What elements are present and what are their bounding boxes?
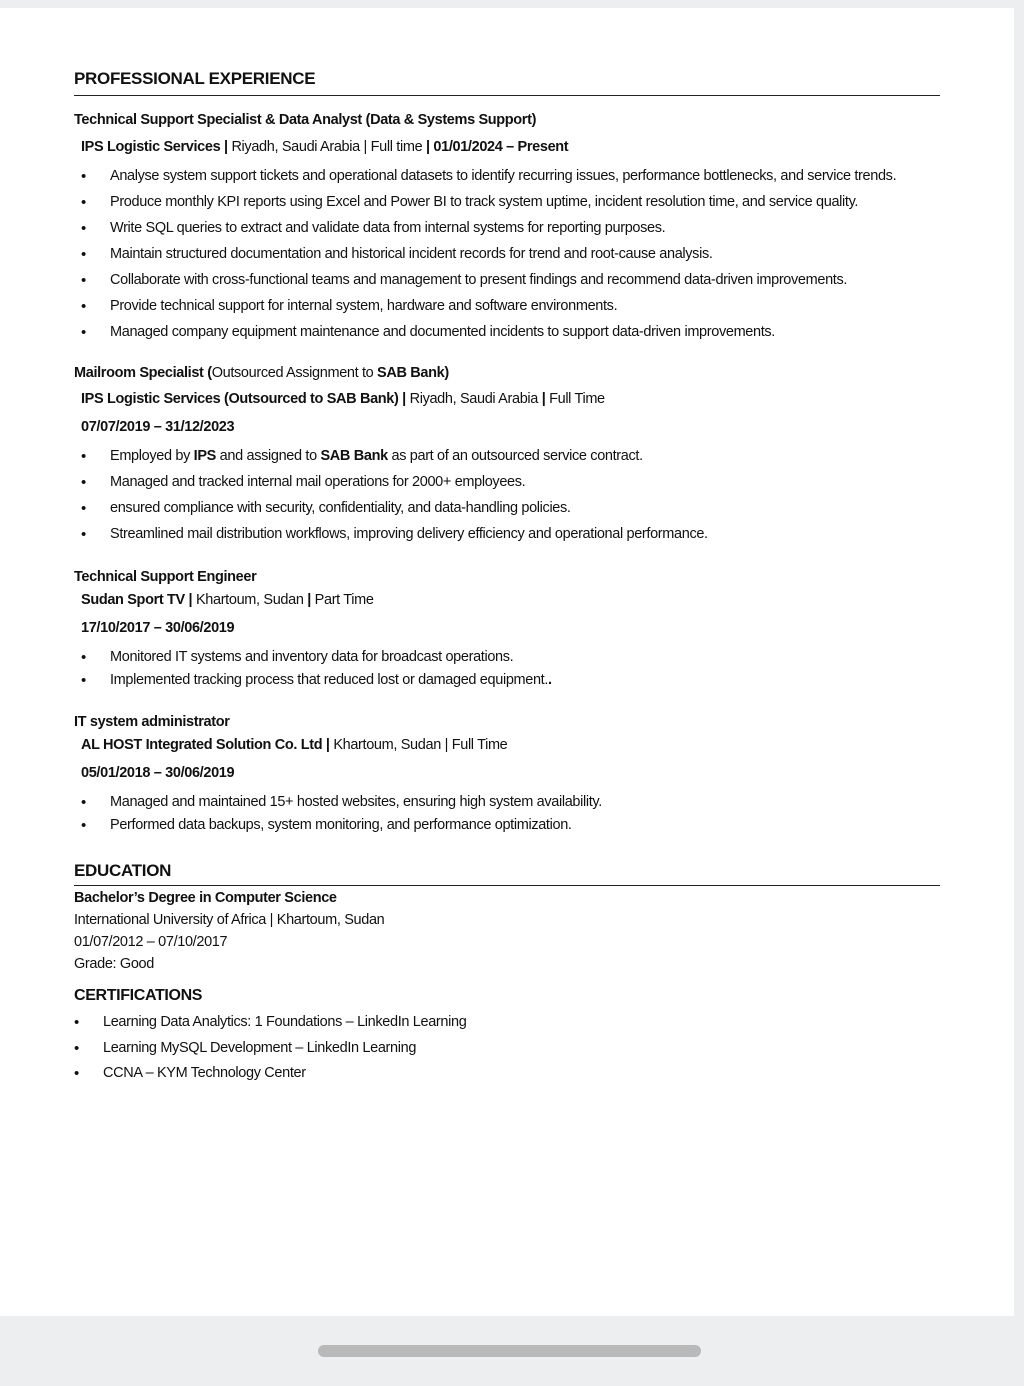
horizontal-scrollbar[interactable]: [318, 1345, 701, 1357]
separator: |: [425, 139, 430, 155]
text: and assigned to: [215, 448, 321, 464]
job-entry: [74, 567, 940, 692]
list-item: • Managed and maintained 15+ hosted websites, ensuring high system availability.: [74, 791, 940, 814]
list-item: • Performed data backups, system monitoring, and performance optimization.: [74, 814, 940, 837]
list-item: [74, 444, 940, 469]
section-heading-education: EDUCATION: [74, 861, 940, 886]
location: Khartoum, Sudan: [195, 592, 304, 608]
list-item: • Collaborate with cross-functional teams and management to present findings and recommend data-driven improvements.: [74, 268, 940, 293]
text-bold: SAB Bank: [320, 448, 388, 464]
list-item: • CCNA – KYM Technology Center: [74, 1061, 940, 1087]
list-item: [74, 669, 940, 692]
list-item: • ensured compliance with security, confidentiality, and data-handling policies.: [74, 496, 940, 521]
job-bullets: [74, 164, 940, 345]
grade: Grade: Good: [74, 956, 154, 972]
employment-type: Part Time: [314, 592, 374, 608]
job-meta: [74, 388, 940, 410]
job-entry: [74, 363, 940, 547]
separator: |: [541, 391, 546, 407]
school: International University of Africa | Khartoum, Sudan: [74, 912, 385, 928]
employment-type: Full Time: [451, 737, 508, 753]
separator: |: [188, 592, 193, 608]
list-item: • Write SQL queries to extract and validate data from internal systems for reporting purposes.: [74, 216, 940, 241]
list-item: • Maintain structured documentation and historical incident records for trend and root-cause analysis.: [74, 242, 940, 267]
text-bold: IPS: [193, 448, 216, 464]
job-title: IT system administrator: [74, 714, 230, 730]
section-heading-experience: PROFESSIONAL EXPERIENCE: [74, 69, 940, 96]
list-item: • Learning Data Analytics: 1 Foundations – LinkedIn Learning: [74, 1010, 940, 1036]
list-item: • Learning MySQL Development – LinkedIn Learning: [74, 1036, 940, 1062]
company: IPS Logistic Services: [81, 139, 221, 155]
dates: 17/10/2017 – 30/06/2019: [81, 620, 235, 636]
dates: 07/07/2019 – 31/12/2023: [81, 419, 235, 435]
job-title: Technical Support Specialist & Data Analyst (Data & Systems Support): [74, 112, 537, 128]
job-title-text: Mailroom Specialist: [74, 365, 204, 381]
job-title: Technical Support Engineer: [74, 569, 257, 585]
job-meta: [74, 136, 940, 158]
separator: |: [444, 737, 449, 753]
job-entry: [74, 712, 940, 837]
job-bullets: [74, 791, 940, 837]
list-item: • Managed company equipment maintenance and documented incidents to support data-driven improvements.: [74, 320, 940, 345]
list-item: • Provide technical support for internal system, hardware and software environments.: [74, 294, 940, 319]
separator: |: [307, 592, 311, 608]
list-item: • Streamlined mail distribution workflows, improving delivery efficiency and operational performance.: [74, 522, 940, 547]
section-heading-certifications: CERTIFICATIONS: [74, 987, 203, 1004]
separator: |: [325, 737, 330, 753]
list-item: • Managed and tracked internal mail operations for 2000+ employees.: [74, 470, 940, 495]
location: Khartoum, Sudan: [333, 737, 441, 753]
employment-type: Full time: [370, 139, 423, 155]
certifications-list: [74, 1010, 940, 1087]
job-entry: [74, 110, 940, 345]
company: AL HOST Integrated Solution Co. Ltd: [81, 737, 323, 753]
separator: |: [363, 139, 367, 155]
text: as part of an outsourced service contract.: [387, 448, 643, 464]
job-bullets: [74, 444, 940, 547]
job-meta: [74, 734, 940, 756]
job-title-assignment: Outsourced Assignment to: [211, 365, 378, 381]
text: Implemented tracking process that reduced lost or damaged equipment.: [110, 672, 549, 688]
dates: 01/01/2024 – Present: [433, 139, 569, 155]
text-bold: .: [548, 672, 552, 688]
dates: 05/01/2018 – 30/06/2019: [81, 765, 235, 781]
resume-content: [74, 8, 940, 1087]
education-dates: 01/07/2012 – 07/10/2017: [74, 934, 228, 950]
location: Riyadh, Saudi Arabia: [409, 391, 538, 407]
job-title-bank: SAB Bank): [377, 365, 449, 381]
education-entry: [74, 887, 940, 975]
list-item: • Analyse system support tickets and operational datasets to identify recurring issues, performance bottlenecks, and service trends.: [74, 164, 940, 189]
company: Sudan Sport TV: [81, 592, 185, 608]
resume-page: [0, 8, 1014, 1316]
job-meta: [74, 589, 940, 611]
employment-type: Full Time: [549, 391, 605, 407]
job-title: [74, 363, 940, 383]
degree: Bachelor’s Degree in Computer Science: [74, 890, 337, 906]
location: Riyadh, Saudi Arabia: [231, 139, 360, 155]
separator: |: [402, 391, 406, 407]
job-bullets: [74, 646, 940, 692]
separator: |: [224, 139, 228, 155]
job-title-paren: (: [203, 365, 212, 381]
list-item: • Produce monthly KPI reports using Excel and Power BI to track system uptime, incident resolution time, and service quality.: [74, 190, 940, 215]
text: Employed by: [110, 448, 194, 464]
list-item: • Monitored IT systems and inventory data for broadcast operations.: [74, 646, 940, 669]
company: IPS Logistic Services (Outsourced to SAB Bank): [81, 391, 399, 407]
